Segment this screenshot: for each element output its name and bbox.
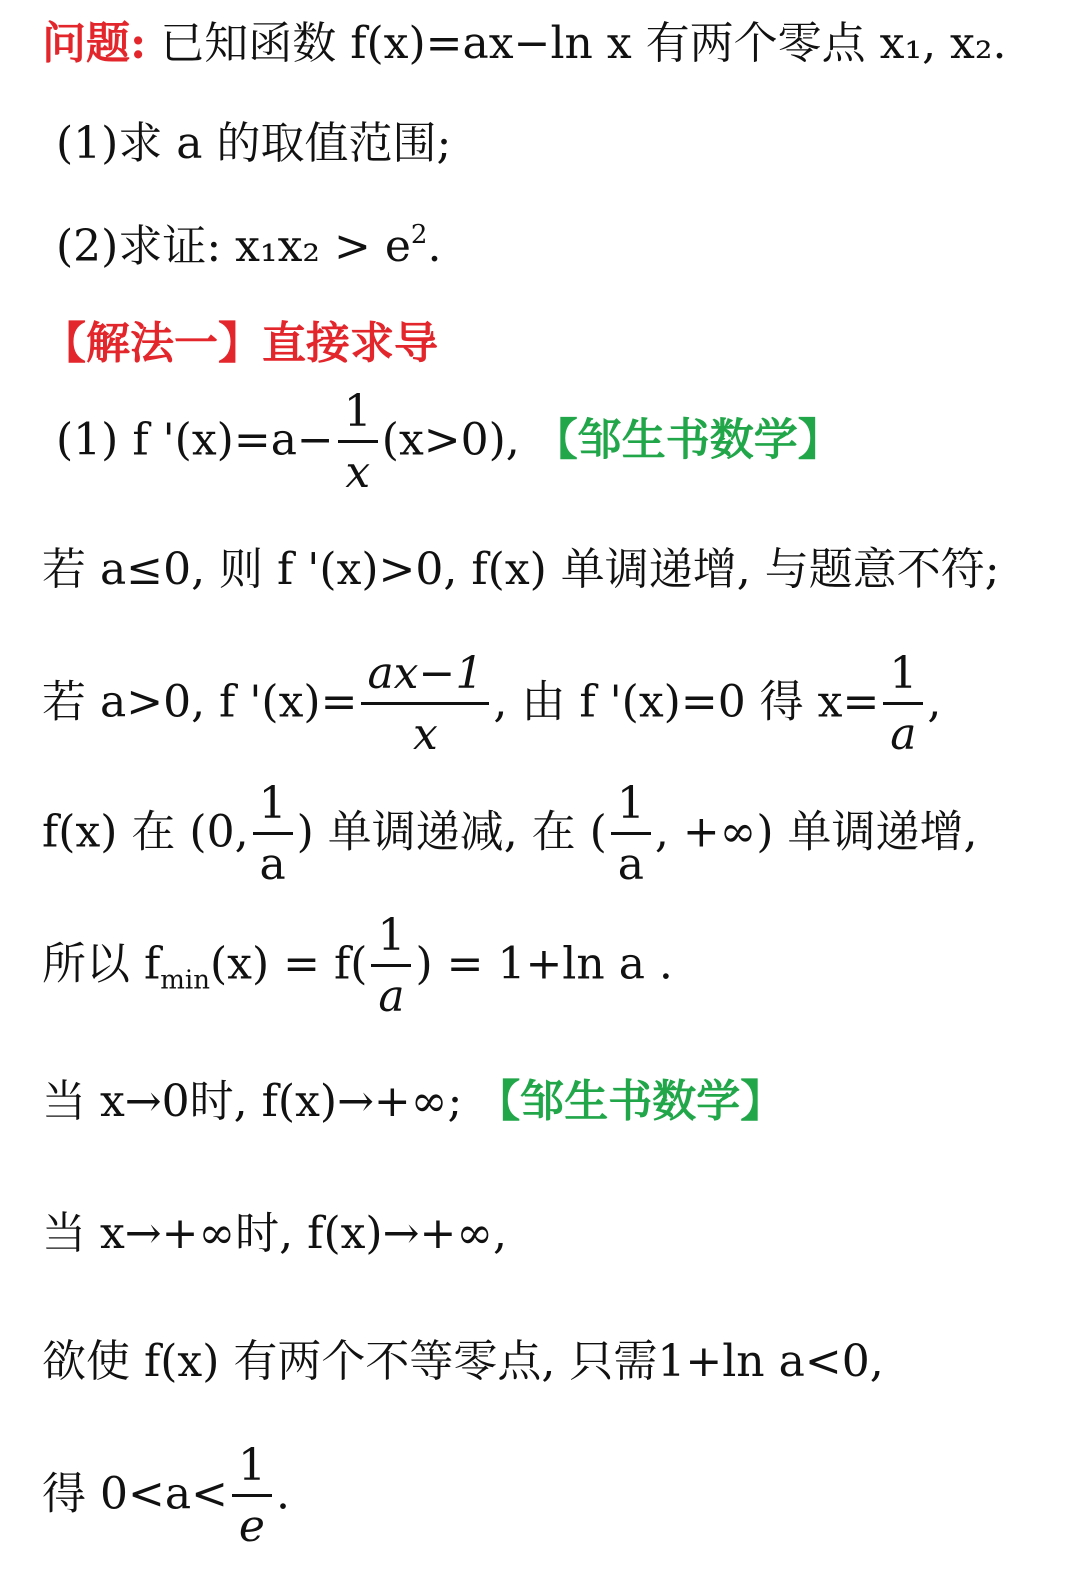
fraction-1-over-a xyxy=(883,650,923,760)
method-title: 【解法一】直接求导 xyxy=(42,318,438,369)
fraction-1-over-e xyxy=(232,1442,272,1552)
l3-text-c: , xyxy=(927,676,942,728)
problem-part2 xyxy=(56,220,442,272)
fraction-1-over-a xyxy=(611,780,651,890)
l3-text-a: 若 a>0, f '(x)= xyxy=(42,676,358,728)
frac-num: 1 xyxy=(611,780,651,835)
l5-text-a: 所以 f xyxy=(42,938,161,990)
l4-text-c: , +∞) 单调递增, xyxy=(654,806,978,858)
frac-num: 1 xyxy=(232,1442,272,1497)
solution-line-1 xyxy=(56,388,842,498)
part2-text: (2)求证: x₁x₂ > e xyxy=(56,221,411,272)
frac-num: 1 xyxy=(883,650,923,705)
solution-line-2: 若 a≤0, 则 f '(x)>0, f(x) 单调递增, 与题意不符; xyxy=(42,544,1000,595)
frac-num: 1 xyxy=(371,912,411,967)
l1-text-a: (1) f '(x)=a− xyxy=(56,414,334,466)
solution-line-6 xyxy=(42,1076,785,1127)
solution-line-4 xyxy=(42,780,977,890)
l9-text-a: 得 0<a< xyxy=(42,1468,228,1520)
l5-text-c: ) = 1+ln a . xyxy=(415,938,673,990)
l4-text-b: ) 单调递减, 在 ( xyxy=(296,806,607,858)
solution-line-5 xyxy=(42,912,673,1022)
frac-den: a xyxy=(890,709,917,761)
solution-line-3 xyxy=(42,650,941,760)
l5-subscript: min xyxy=(160,965,210,996)
problem-label: 问题: xyxy=(42,18,147,69)
l5-text-b: (x) = f( xyxy=(210,938,368,990)
watermark-2: 【邹生书数学】 xyxy=(476,1076,785,1127)
frac-den: a xyxy=(617,839,644,891)
solution-line-9 xyxy=(42,1442,290,1552)
l3-text-b: , 由 f '(x)=0 得 x= xyxy=(493,676,880,728)
frac-den: a xyxy=(378,971,405,1023)
frac-den: a xyxy=(259,839,286,891)
frac-den: e xyxy=(238,1501,265,1553)
solution-line-7: 当 x→+∞时, f(x)→+∞, xyxy=(42,1208,507,1259)
l9-text-b: . xyxy=(275,1468,290,1520)
frac-den: x xyxy=(412,709,438,761)
fraction-1-over-x xyxy=(338,388,378,498)
part2-exponent: 2 xyxy=(410,220,428,250)
frac-den: x xyxy=(345,447,371,499)
part2-suffix: . xyxy=(427,221,442,272)
solution-line-8: 欲使 f(x) 有两个不等零点, 只需1+ln a<0, xyxy=(42,1336,884,1387)
l4-text-a: f(x) 在 (0, xyxy=(42,806,249,858)
watermark-1: 【邹生书数学】 xyxy=(533,414,842,466)
l6-text: 当 x→0时, f(x)→+∞; xyxy=(42,1076,463,1127)
problem-part1: (1)求 a 的取值范围; xyxy=(56,118,452,169)
problem-statement: 已知函数 f(x)=ax−ln x 有两个零点 x₁, x₂. xyxy=(160,18,1007,69)
frac-num: 1 xyxy=(338,388,378,443)
fraction-1-over-a xyxy=(253,780,293,890)
frac-num: ax−1 xyxy=(361,650,489,705)
fraction-derivative xyxy=(361,650,489,760)
fraction-1-over-a xyxy=(371,912,411,1022)
l1-text-b: (x>0), xyxy=(381,414,520,466)
problem-line xyxy=(42,18,1007,69)
frac-num: 1 xyxy=(253,780,293,835)
